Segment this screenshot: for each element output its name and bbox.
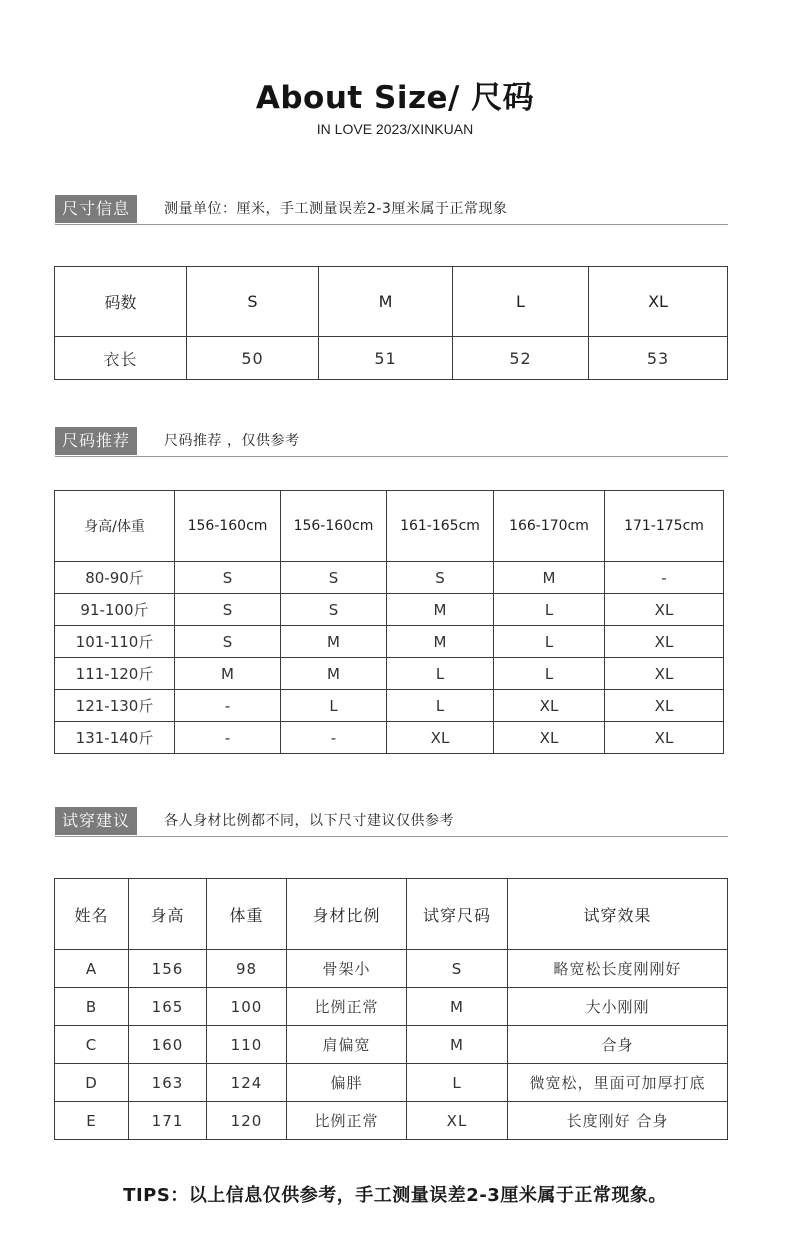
table-cell: 略宽松长度刚刚好 — [508, 950, 728, 988]
header-cell: 姓名 — [55, 879, 129, 950]
table-cell: 合身 — [508, 1026, 728, 1064]
header-cell: 身高 — [129, 879, 207, 950]
header-cell: 156-160cm — [175, 491, 281, 562]
table-cell: B — [55, 988, 129, 1026]
table-cell: M — [494, 562, 605, 594]
table-header-row — [55, 879, 728, 950]
table-cell: 大小刚刚 — [508, 988, 728, 1026]
table-cell: D — [55, 1064, 129, 1102]
header-cell: 身材比例 — [287, 879, 407, 950]
table-cell: 53 — [589, 337, 728, 380]
size-info-table — [54, 266, 728, 380]
table-cell: 比例正常 — [287, 988, 407, 1026]
table-cell: 131-140斤 — [55, 722, 175, 754]
table-cell: 长度刚好 合身 — [508, 1102, 728, 1140]
table-cell: 比例正常 — [287, 1102, 407, 1140]
table-cell: - — [281, 722, 387, 754]
page-title: About Size/ 尺码 — [255, 80, 535, 116]
table-cell: M — [281, 658, 387, 690]
table-cell: 165 — [129, 988, 207, 1026]
size-recommend-note: 尺码推荐 ，仅供参考 — [164, 433, 300, 449]
header-cell: M — [319, 267, 453, 337]
table-cell: M — [175, 658, 281, 690]
table-cell: 110 — [207, 1026, 287, 1064]
table-cell: XL — [494, 722, 605, 754]
table-cell: 111-120斤 — [55, 658, 175, 690]
table-row — [55, 594, 724, 626]
table-cell: XL — [407, 1102, 508, 1140]
table-cell: 160 — [129, 1026, 207, 1064]
table-cell: - — [175, 690, 281, 722]
size-info-tag: 尺寸信息 — [55, 195, 137, 223]
size-info-section-header — [55, 195, 728, 225]
table-cell: 121-130斤 — [55, 690, 175, 722]
table-cell: 156 — [129, 950, 207, 988]
header-cell: 试穿效果 — [508, 879, 728, 950]
table-cell: L — [494, 594, 605, 626]
table-cell: S — [175, 626, 281, 658]
table-cell: M — [407, 988, 508, 1026]
table-row — [55, 690, 724, 722]
table-cell: E — [55, 1102, 129, 1140]
try-on-tag: 试穿建议 — [55, 807, 137, 835]
table-cell: M — [387, 594, 494, 626]
table-cell: - — [605, 562, 724, 594]
table-cell: 偏胖 — [287, 1064, 407, 1102]
header-cell: L — [453, 267, 589, 337]
table-cell: L — [281, 690, 387, 722]
table-cell: S — [387, 562, 494, 594]
table-row — [55, 337, 728, 380]
table-cell: L — [387, 690, 494, 722]
table-row — [55, 562, 724, 594]
table-cell: S — [281, 594, 387, 626]
table-cell: C — [55, 1026, 129, 1064]
try-on-section-header — [55, 807, 728, 837]
header-cell: 171-175cm — [605, 491, 724, 562]
header-cell: S — [187, 267, 319, 337]
table-cell: 171 — [129, 1102, 207, 1140]
size-recommend-tag: 尺码推荐 — [55, 427, 137, 455]
table-cell: 51 — [319, 337, 453, 380]
table-cell: XL — [387, 722, 494, 754]
table-row — [55, 722, 724, 754]
table-cell: XL — [494, 690, 605, 722]
size-recommend-table — [54, 490, 724, 754]
table-cell: 80-90斤 — [55, 562, 175, 594]
table-row — [55, 988, 728, 1026]
header-cell: 身高/体重 — [55, 491, 175, 562]
table-cell: M — [387, 626, 494, 658]
table-cell: M — [281, 626, 387, 658]
table-cell: XL — [605, 690, 724, 722]
table-cell: S — [407, 950, 508, 988]
table-cell: S — [175, 594, 281, 626]
table-row — [55, 626, 724, 658]
try-on-note: 各人身材比例都不同，以下尺寸建议仅供参考 — [164, 813, 454, 829]
table-cell: - — [175, 722, 281, 754]
header-cell: 156-160cm — [281, 491, 387, 562]
table-row — [55, 950, 728, 988]
size-recommend-section-header — [55, 427, 728, 457]
header-cell: 码数 — [55, 267, 187, 337]
table-cell: L — [494, 658, 605, 690]
header-cell: 体重 — [207, 879, 287, 950]
table-cell: 微宽松，里面可加厚打底 — [508, 1064, 728, 1102]
table-cell: 衣长 — [55, 337, 187, 380]
table-cell: 124 — [207, 1064, 287, 1102]
table-cell: 肩偏宽 — [287, 1026, 407, 1064]
table-cell: 120 — [207, 1102, 287, 1140]
table-cell: L — [387, 658, 494, 690]
table-cell: XL — [605, 594, 724, 626]
table-cell: 163 — [129, 1064, 207, 1102]
table-cell: S — [281, 562, 387, 594]
table-header-row — [55, 267, 728, 337]
table-cell: 52 — [453, 337, 589, 380]
table-cell: L — [407, 1064, 508, 1102]
table-row — [55, 1026, 728, 1064]
size-info-note: 测量单位：厘米，手工测量误差2-3厘米属于正常现象 — [164, 201, 508, 217]
table-cell: 91-100斤 — [55, 594, 175, 626]
tips-note: TIPS：以上信息仅供参考，手工测量误差2-3厘米属于正常现象。 — [123, 1185, 667, 1206]
page-subtitle: IN LOVE 2023/XINKUAN — [316, 121, 474, 137]
table-cell: 骨架小 — [287, 950, 407, 988]
table-row — [55, 1064, 728, 1102]
table-cell: 50 — [187, 337, 319, 380]
table-cell: 100 — [207, 988, 287, 1026]
table-cell: XL — [605, 658, 724, 690]
header-cell: 试穿尺码 — [407, 879, 508, 950]
try-on-table — [54, 878, 728, 1140]
header-cell: XL — [589, 267, 728, 337]
table-cell: S — [175, 562, 281, 594]
table-cell: 98 — [207, 950, 287, 988]
table-row — [55, 658, 724, 690]
header-cell: 166-170cm — [494, 491, 605, 562]
table-cell: M — [407, 1026, 508, 1064]
table-header-row — [55, 491, 724, 562]
table-cell: L — [494, 626, 605, 658]
table-cell: XL — [605, 626, 724, 658]
table-cell: 101-110斤 — [55, 626, 175, 658]
header-cell: 161-165cm — [387, 491, 494, 562]
table-cell: XL — [605, 722, 724, 754]
table-cell: A — [55, 950, 129, 988]
table-row — [55, 1102, 728, 1140]
